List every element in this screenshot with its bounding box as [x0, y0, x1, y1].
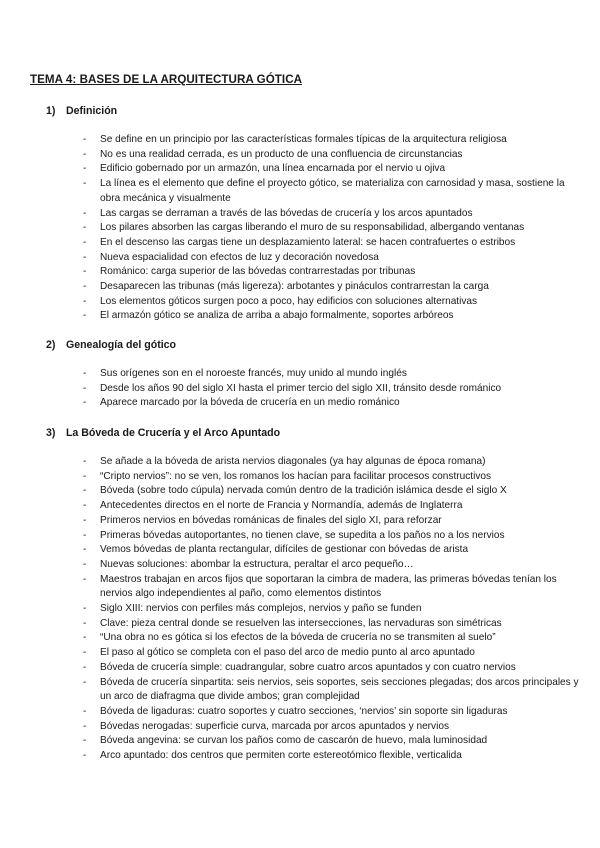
section-title: Genealogía del gótico: [65, 339, 177, 351]
bullet-dash: -: [83, 485, 87, 497]
bullet-dash: -: [83, 281, 87, 293]
section-number: 3): [46, 427, 56, 439]
list-item-text: Primeras bóvedas autoportantes, no tienen clave, se supedita a los paños no a los nervios: [100, 529, 505, 541]
list-item-text: Sus orígenes son en el noroeste francés, muy unido al mundo inglés: [100, 368, 407, 379]
list-item-text: Siglo XIII: nervios con perfiles más complejos, nervios y paño se funden: [100, 603, 422, 615]
list-item: [0, 558, 580, 573]
bullet-dash: -: [83, 266, 87, 278]
bullet-dash: -: [83, 236, 87, 248]
bullet-dash: -: [83, 720, 87, 732]
list-item-text: No es una realidad cerrada, es un producto de una confluencia de circunstancias: [100, 148, 463, 160]
list-item-text: Bóveda de crucería simple: cuadrangular, sobre cuatro arcos apuntados y con cuatro nervios: [100, 661, 516, 673]
list-item: [0, 236, 580, 251]
list-item: [0, 251, 580, 266]
section-number: 2): [46, 339, 56, 351]
list-item-text: Vemos bóvedas de planta rectangular, difíciles de gestionar con bóvedas de arista: [100, 544, 469, 556]
list-item: [0, 133, 580, 148]
list-item-text: Antecedentes directos en el norte de Francia y Normandía, además de Inglaterra: [100, 500, 463, 512]
list-item-text: “Una obra no es gótica si los efectos de la bóveda de crucería no se transmiten al suelo”: [100, 632, 496, 644]
list-item: [0, 749, 580, 764]
list-item-text: Se añade a la bóveda de arista nervios diagonales (ya hay algunas de época romana): [100, 456, 486, 467]
list-item-text: Clave: pieza central donde se resuelven las intersecciones, las nervaduras son simétricas: [100, 617, 502, 629]
list-item: [0, 367, 580, 382]
bullet-dash: -: [83, 558, 87, 570]
list-item-text: Nueva espacialidad con efectos de luz y decoración novedosa: [100, 251, 379, 263]
list-item: [0, 543, 580, 558]
list-item: [0, 631, 580, 646]
bullet-dash: -: [83, 178, 87, 190]
list-item: [0, 470, 580, 485]
section-heading-definicion: [46, 105, 117, 117]
bullet-dash: -: [83, 134, 87, 145]
list-item: [0, 602, 580, 617]
bullet-dash: -: [83, 382, 87, 394]
list-item: [0, 207, 580, 222]
section-list-genealogia: [0, 367, 580, 411]
list-item: [0, 514, 580, 529]
bullet-dash: -: [83, 514, 87, 526]
list-item-text: Románico: carga superior de las bóvedas contrarrestadas por tribunas: [100, 266, 416, 278]
list-item: [0, 455, 580, 470]
list-item: [0, 734, 580, 749]
list-item: [0, 617, 580, 632]
bullet-dash: -: [83, 222, 87, 234]
list-item: [0, 720, 580, 735]
list-item: [0, 265, 580, 280]
bullet-dash: -: [83, 295, 87, 307]
list-item-text: Primeros nervios en bóvedas románicas de finales del siglo XI, para reforzar: [100, 514, 442, 526]
bullet-dash: -: [83, 500, 87, 512]
section-title: Definición: [65, 105, 118, 117]
list-item: [0, 484, 580, 499]
section-list-boveda: [0, 455, 580, 764]
bullet-dash: -: [83, 544, 87, 556]
list-item-text: Bóveda de crucería sinpartita: seis nervios, seis soportes, seis secciones plegadas; dos arcos principales y un arco de diafragma que divide ambos; gran complejidad: [100, 676, 579, 703]
list-item-text: Aparece marcado por la bóveda de crucería en un medio románico: [100, 397, 400, 409]
list-item-text: La línea es el elemento que define el proyecto gótico, se materializa con carnosidad y masa, sostiene la obra mecánica y visualmente: [100, 178, 565, 204]
list-item: [0, 573, 580, 602]
bullet-dash: -: [83, 632, 87, 644]
bullet-dash: -: [83, 310, 87, 322]
list-item-text: Desaparecen las tribunas (más ligereza): arbotantes y pináculos contrarrestan la carga: [100, 281, 489, 293]
list-item: [0, 221, 580, 236]
bullet-dash: -: [83, 397, 87, 409]
list-item: [0, 396, 580, 411]
list-item-text: Los pilares absorben las cargas liberando el muro de su responsabilidad, albergando ventanas: [100, 222, 525, 234]
list-item: [0, 676, 580, 705]
list-item: [0, 661, 580, 676]
bullet-dash: -: [83, 368, 87, 379]
list-item: [0, 529, 580, 544]
list-item-text: Bóveda (sobre todo cúpula) nervada común dentro de la tradición islámica desde el siglo X: [100, 485, 507, 497]
list-item-text: Bóveda angevina: se curvan los paños como de cascarón de huevo, mala luminosidad: [100, 735, 488, 747]
list-item-text: “Cripto nervios”: no se ven, los romanos los hacían para facilitar procesos constructivos: [100, 470, 492, 482]
section-title: La Bóveda de Crucería y el Arco Apuntado: [65, 427, 281, 439]
section-list-definicion: [0, 133, 580, 324]
list-item-text: Maestros trabajan en arcos fijos que soportaran la cimbra de madera, las primeras bóvedas tenían los nervios algo independientes al paño, como elementos distintos: [100, 573, 557, 600]
bullet-dash: -: [83, 617, 87, 629]
bullet-dash: -: [83, 661, 87, 673]
list-item: [0, 705, 580, 720]
list-item: [0, 646, 580, 661]
list-item: [0, 177, 580, 206]
section-number: 1): [46, 105, 56, 117]
bullet-dash: -: [83, 705, 87, 717]
bullet-dash: -: [83, 573, 87, 585]
list-item-text: Las cargas se derraman a través de las bóvedas de crucería y los arcos apuntados: [100, 207, 473, 219]
bullet-dash: -: [83, 529, 87, 541]
list-item: [0, 499, 580, 514]
list-item-text: Se define en un principio por las características formales típicas de la arquitectura religiosa: [100, 134, 507, 145]
bullet-dash: -: [83, 750, 87, 762]
list-item: [0, 295, 580, 310]
bullet-dash: -: [83, 470, 87, 482]
bullet-dash: -: [83, 676, 87, 688]
list-item-text: El paso al gótico se completa con el paso del arco de medio punto al arco apuntado: [100, 647, 475, 659]
list-item: [0, 162, 580, 177]
list-item-text: Nuevas soluciones: abombar la estructura, peraltar el arco pequeño…: [100, 558, 414, 570]
list-item: [0, 148, 580, 163]
bullet-dash: -: [83, 735, 87, 747]
bullet-dash: -: [83, 163, 87, 175]
list-item-text: En el descenso las cargas tiene un desplazamiento lateral: se hacen contrafuertes o estribos: [100, 236, 516, 248]
list-item-text: Arco apuntado: dos centros que permiten corte estereotómico flexible, verticalida: [100, 750, 462, 762]
list-item-text: Los elementos góticos surgen poco a poco, hay edificios con soluciones alternativas: [100, 295, 478, 307]
bullet-dash: -: [83, 207, 87, 219]
bullet-dash: -: [83, 647, 87, 659]
list-item-text: Edificio gobernado por un armazón, una línea encarnada por el nervio u ojiva: [100, 163, 446, 175]
list-item-text: Bóvedas nerogadas: superficie curva, marcada por arcos apuntados y nervios: [100, 720, 449, 732]
document-title: TEMA 4: BASES DE LA ARQUITECTURA GÓTICA: [30, 73, 303, 86]
section-heading-boveda: [46, 427, 280, 439]
list-item: [0, 382, 580, 397]
bullet-dash: -: [83, 251, 87, 263]
list-item: [0, 280, 580, 295]
bullet-dash: -: [83, 148, 87, 160]
list-item-text: Desde los años 90 del siglo XI hasta el primer tercio del siglo XII, tránsito desde románico: [100, 382, 502, 394]
list-item-text: Bóveda de ligaduras: cuatro soportes y cuatro secciones, ‘nervios’ sin soporte sin ligaduras: [100, 705, 508, 717]
section-heading-genealogia: [46, 339, 176, 351]
list-item: [0, 309, 580, 324]
bullet-dash: -: [83, 456, 87, 467]
list-item-text: El armazón gótico se analiza de arriba a abajo formalmente, soportes arbóreos: [100, 310, 454, 322]
bullet-dash: -: [83, 603, 87, 615]
